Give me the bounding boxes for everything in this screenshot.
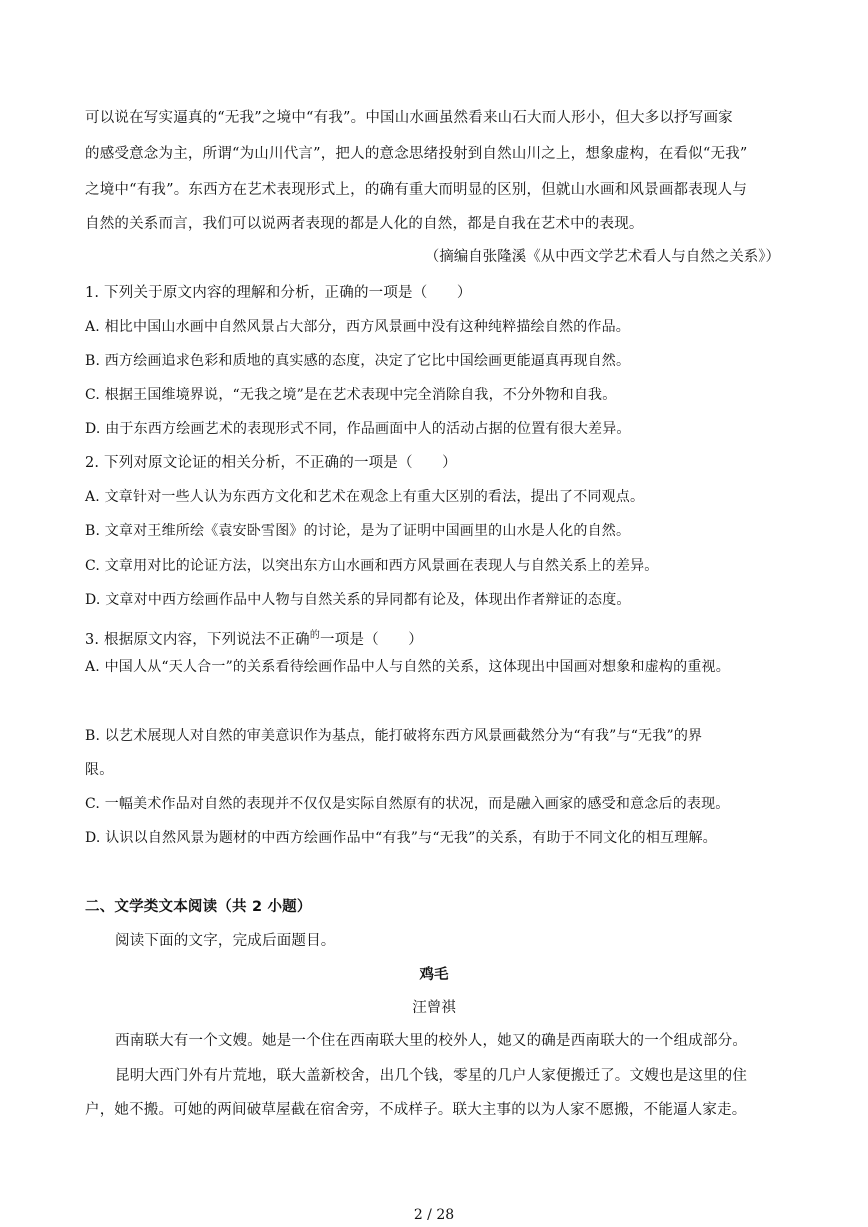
question-3-option-b: B. 以艺术展现人对自然的审美意识作为基点，能打破将东西方风景画截然分为“有我”与“无我”的界	[85, 728, 703, 744]
article-author: 汪曾祺	[412, 1000, 456, 1016]
passage-line: 自然的关系而言，我们可以说两者表现的都是人化的自然，都是自我在艺术中的表现。	[85, 216, 644, 232]
question-2-option-c: C. 文章用对比的论证方法，以突出东方山水画和西方风景画在表现人与自然关系上的差异。	[85, 558, 659, 574]
question-3-stem-part: 3. 根据原文内容，下列说法不正确	[85, 632, 310, 648]
section-heading: 二、文学类文本阅读（共 2 小题）	[85, 899, 312, 915]
question-3-stem-superscript: 的	[309, 630, 321, 641]
question-3-option-c: C. 一幅美术作品对自然的表现并不仅仅是实际自然原有的状况，而是融入画家的感受和意念后的表现。	[85, 796, 730, 812]
passage-line: 可以说在写实逼真的“无我”之境中“有我”。中国山水画虽然看来山石大而人形小，但大多以抒写画家	[85, 110, 733, 126]
question-1-option-a: A. 相比中国山水画中自然风景占大部分，西方风景画中没有这种纯粹描绘自然的作品。	[85, 319, 631, 335]
passage-line: 的感受意念为主，所谓“为山川代言”，把人的意念思绪投射到自然山川之上，想象虚构，在看似“无我”	[85, 146, 748, 162]
question-2-option-d: D. 文章对中西方绘画作品中人物与自然关系的异同都有论及，体现出作者辩证的态度。	[85, 592, 631, 608]
question-1-option-b: B. 西方绘画追求色彩和质地的真实感的态度，决定了它比中国绘画更能逼真再现自然。	[85, 353, 631, 369]
question-3-option-b-continued: 限。	[85, 762, 114, 778]
question-3-option-d: D. 认识以自然风景为题材的中西方绘画作品中“有我”与“无我”的关系，有助于不同文化的相互理解。	[85, 830, 717, 846]
question-2-option-a: A. 文章针对一些人认为东西方文化和艺术在观念上有重大区别的看法，提出了不同观点。	[85, 489, 645, 505]
passage-source: （摘编自张隆溪《从中西文学艺术看人与自然之关系》）	[424, 249, 780, 265]
question-1-option-c: C. 根据王国维境界说，“无我之境”是在艺术表现中完全消除自我，不分外物和自我。	[85, 387, 617, 403]
question-3-option-a: A. 中国人从“天人合一”的关系看待绘画作品中人与自然的关系，这体现出中国画对想象和虚构的重视。	[85, 659, 730, 675]
article-paragraph-2-continued: 户，她不搬。可她的两间破草屋截在宿舍旁，不成样子。联大主事的以为人家不愿搬，不能逼人家走。	[85, 1102, 747, 1118]
question-3-stem	[85, 626, 423, 650]
question-3-stem-part: 一项是（ ）	[320, 632, 423, 648]
article-paragraph-1: 西南联大有一个文嫂。她是一个住在西南联大里的校外人，她又的确是西南联大的一个组成部分。	[115, 1033, 748, 1049]
page-number: 2 / 28	[413, 1207, 455, 1223]
question-2-option-b: B. 文章对王维所绘《袁安卧雪图》的讨论，是为了证明中国画里的山水是人化的自然。	[85, 523, 631, 539]
question-1-stem: 1. 下列关于原文内容的理解和分析，正确的一项是（ ）	[85, 285, 472, 301]
article-title: 鸡毛	[419, 967, 449, 983]
passage-line: 之境中“有我”。东西方在艺术表现形式上，的确有重大而明显的区别，但就山水画和风景画都表现人与	[85, 182, 748, 198]
article-paragraph-2: 昆明大西门外有片荒地，联大盖新校舍，出几个钱，零星的几户人家便搬迁了。文嫂也是这里的住	[115, 1068, 748, 1084]
question-1-option-d: D. 由于东西方绘画艺术的表现形式不同，作品画面中人的活动占据的位置有很大差异。	[85, 421, 631, 437]
section-instruction: 阅读下面的文字，完成后面题目。	[115, 933, 336, 949]
question-2-stem: 2. 下列对原文论证的相关分析，不正确的一项是（ ）	[85, 455, 457, 471]
